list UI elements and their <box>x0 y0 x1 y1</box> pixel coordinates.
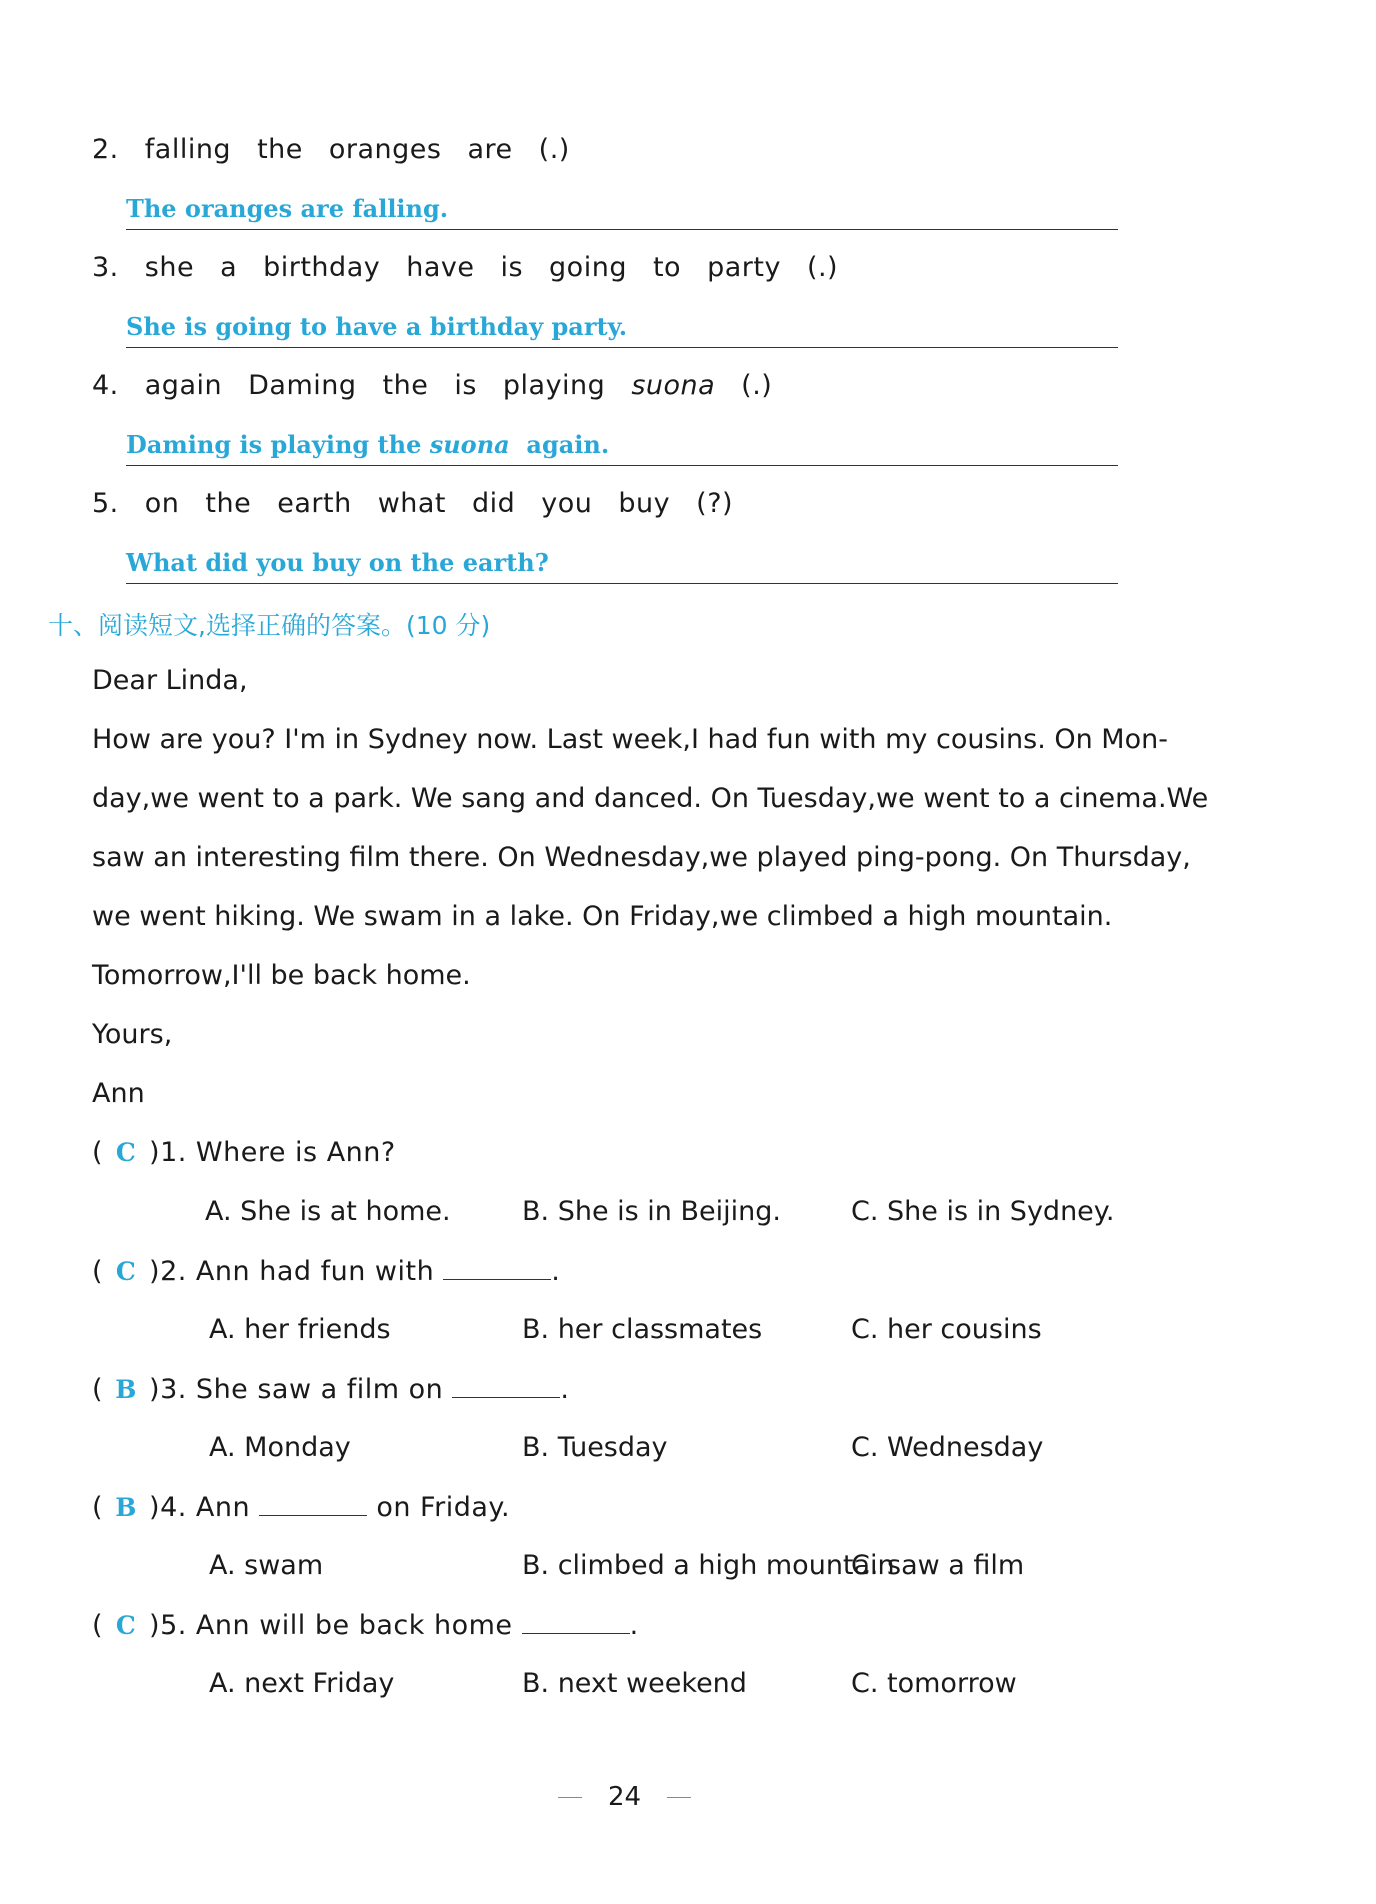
answer-q4: Daming is playing the suona again. <box>126 430 610 459</box>
reorder-q5: 5. on the earth what did you buy (?) <box>92 488 734 519</box>
letter-line-4: we went hiking. We swam in a lake. On Friday,we climbed a high mountain. <box>92 901 1113 932</box>
q2-option-a: A. her friends <box>209 1314 391 1345</box>
q1-option-a: A. She is at home. <box>205 1196 451 1227</box>
q3-option-a: A. Monday <box>209 1432 351 1463</box>
q4-option-c: C. saw a film <box>851 1550 1025 1581</box>
answer-q2: The oranges are falling. <box>126 194 449 223</box>
answer-line-q3 <box>126 291 1118 348</box>
blank-q5 <box>522 1609 630 1634</box>
q3-option-b: B. Tuesday <box>522 1432 668 1463</box>
q3-option-c: C. Wednesday <box>851 1432 1044 1463</box>
letter-line-3: saw an interesting film there. On Wednesday,we played ping-pong. On Thursday, <box>92 842 1191 873</box>
blank-q4 <box>259 1491 367 1516</box>
letter-signature: Ann <box>92 1078 145 1109</box>
q4-option-a: A. swam <box>209 1550 324 1581</box>
reorder-q3: 3. she a birthday have is going to party (.) <box>92 252 839 283</box>
blank-q3 <box>452 1373 560 1398</box>
letter-line-1: How are you? I'm in Sydney now. Last week,I had fun with my cousins. On Mon- <box>92 724 1168 755</box>
q5-option-a: A. next Friday <box>209 1668 395 1699</box>
reorder-q2: 2. falling the oranges are (.) <box>92 134 570 165</box>
letter-closing: Yours, <box>92 1019 173 1050</box>
answer-line-q5 <box>126 527 1118 584</box>
choice-question-2: ( C )2. Ann had fun with . <box>92 1256 561 1287</box>
q1-option-c: C. She is in Sydney. <box>851 1196 1115 1227</box>
q2-option-b: B. her classmates <box>522 1314 763 1345</box>
letter-greeting: Dear Linda, <box>92 665 248 696</box>
choice-question-4: ( B )4. Ann on Friday. <box>92 1492 511 1523</box>
choice-answer-3: B <box>115 1375 137 1404</box>
choice-question-1: ( C )1. Where is Ann? <box>92 1137 396 1168</box>
choice-question-3: ( B )3. She saw a film on . <box>92 1374 570 1405</box>
q2-option-c: C. her cousins <box>851 1314 1042 1345</box>
choice-answer-1: C <box>115 1138 137 1167</box>
choice-answer-2: C <box>115 1257 137 1286</box>
answer-q3: She is going to have a birthday party. <box>126 312 628 341</box>
q5-option-c: C. tomorrow <box>851 1668 1017 1699</box>
letter-line-2: day,we went to a park. We sang and danced. On Tuesday,we went to a cinema.We <box>92 783 1209 814</box>
choice-answer-5: C <box>115 1611 137 1640</box>
page-number: 24 <box>532 1782 717 1812</box>
section-10-title: 十、阅读短文,选择正确的答案。(10 分) <box>48 611 491 640</box>
choice-question-5: ( C )5. Ann will be back home . <box>92 1610 639 1641</box>
reorder-q4: 4. again Daming the is playing suona (.) <box>92 370 773 401</box>
blank-q2 <box>443 1255 551 1280</box>
q5-option-b: B. next weekend <box>522 1668 747 1699</box>
choice-answer-4: B <box>115 1493 137 1522</box>
q1-option-b: B. She is in Beijing. <box>522 1196 781 1227</box>
q4-option-b: B. climbed a high mountain <box>522 1550 895 1581</box>
answer-line-q4 <box>126 409 1118 466</box>
letter-line-5: Tomorrow,I'll be back home. <box>92 960 471 991</box>
answer-line-q2 <box>126 173 1118 230</box>
answer-q5: What did you buy on the earth? <box>126 548 549 577</box>
